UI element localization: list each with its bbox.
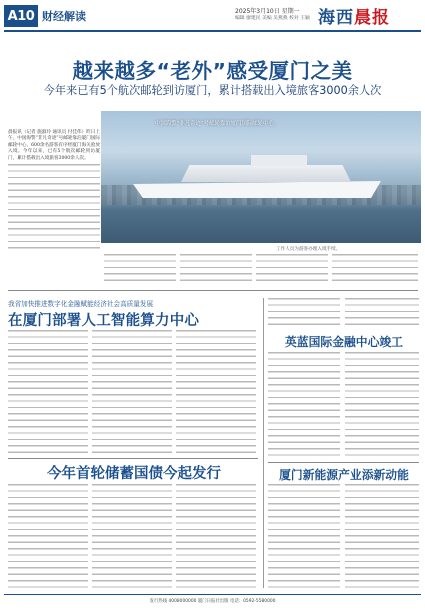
cruise-ship-photo — [101, 111, 421, 243]
new-energy-headline: 厦门新能源产业添新动能 — [279, 468, 409, 482]
section-divider — [8, 458, 258, 459]
intl-finance-body-column — [345, 352, 419, 458]
footer-divider — [4, 594, 421, 595]
masthead-prefix: 海西 — [318, 8, 354, 28]
bond-story-body-column — [8, 484, 88, 588]
photo-credit: 工作人员为游客办理入境手续。 — [276, 247, 341, 252]
header-divider — [4, 30, 421, 32]
ship-deck — [181, 165, 351, 182]
ship-bridge — [251, 155, 307, 166]
lead-body-column — [104, 254, 176, 284]
ship-hull — [133, 181, 381, 198]
lead-subhead: 今年来已有5个航次邮轮到访厦门，累计搭载出入境旅客3000余人次 — [43, 84, 382, 97]
photo-caption: 中国海警“非凡奇迹”号邮轮靠泊厦门国际邮轮中心。 — [155, 121, 280, 127]
new-energy-body-column — [345, 484, 419, 588]
masthead-suffix: 晨报 — [354, 8, 390, 28]
ai-story-headline: 在厦门部署人工智能算力中心 — [8, 313, 200, 329]
ai-story-body-column — [92, 330, 172, 456]
continued-body-column — [345, 298, 419, 328]
bond-story-body-column — [176, 484, 256, 588]
section-divider — [8, 290, 418, 291]
section-label: 财经解读 — [42, 10, 86, 23]
ai-story-body-column — [176, 330, 256, 456]
new-energy-body-column — [268, 484, 340, 588]
editor-credits: 编辑 廖建民 美编 吴燕燕 校对 王颖 — [235, 16, 310, 21]
bond-story-headline: 今年首轮储蓄国债今起发行 — [47, 466, 221, 482]
page-number-badge: A10 — [4, 5, 38, 27]
masthead-logo — [318, 3, 390, 28]
ai-story-body-column — [8, 330, 88, 456]
footer-text: 发行热线 4008000000 厦门日报社出版 电话：0592-5580000 — [149, 599, 276, 604]
bond-story-body-column — [92, 484, 172, 588]
issue-date: 2025年3月10日 星期一 — [235, 8, 300, 15]
section-divider — [268, 462, 419, 463]
lead-headline: 越来越多“老外”感受厦门之美 — [72, 59, 353, 83]
lead-body-intro: 晨报讯（记者 施淑玲 通讯员 付佳伟）昨日上午，中国海警“非凡奇迹”号邮轮靠泊厦门国际邮轮中心，600余名游客有序经厦门海关验放入境。今年以来，已有5个航次邮轮到访厦门，累计搭载出入境旅客3000余人次。 — [8, 130, 100, 161]
lead-body-column — [180, 254, 252, 284]
ai-story-kicker: 我省加快推进数字化金融赋能经济社会高质量发展 — [8, 300, 154, 308]
column-divider — [263, 298, 264, 588]
lead-body-column — [332, 254, 418, 284]
intl-finance-headline: 英蓝国际金融中心竣工 — [285, 335, 403, 349]
intl-finance-body-column — [268, 352, 340, 458]
continued-body-column — [268, 298, 340, 328]
lead-body-text-lines — [8, 164, 100, 250]
lead-body-column — [8, 130, 100, 286]
lead-body-column — [256, 254, 328, 284]
